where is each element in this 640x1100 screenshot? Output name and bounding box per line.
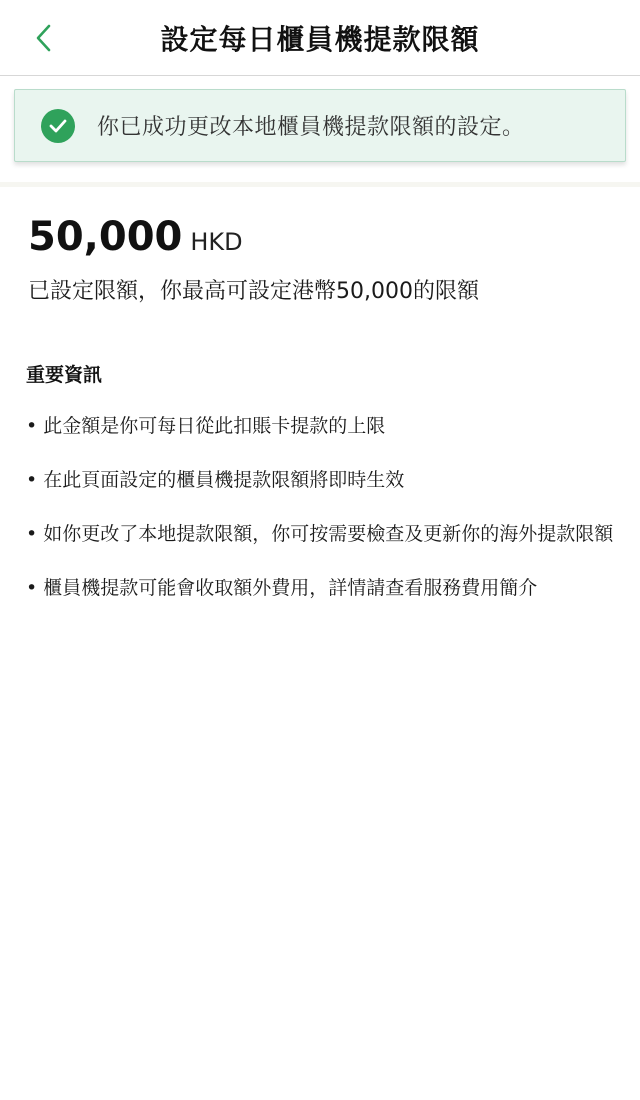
back-button[interactable]: [24, 18, 64, 58]
info-item: • 櫃員機提款可能會收取額外費用，詳情請查看服務費用簡介: [26, 577, 538, 599]
section-divider: [0, 182, 640, 187]
info-item: • 此金額是你可每日從此扣賬卡提款的上限: [26, 415, 386, 437]
info-title: 重要資訊: [26, 364, 103, 386]
info-item: • 在此頁面設定的櫃員機提款限額將即時生效: [26, 469, 405, 491]
success-banner: [14, 89, 626, 162]
info-item: • 如你更改了本地提款限額，你可按需要檢查及更新你的海外提款限額: [26, 523, 614, 545]
success-message: 你已成功更改本地櫃員機提款限額的設定。: [97, 115, 525, 140]
limit-amount: [28, 214, 243, 260]
info-list: [26, 412, 616, 628]
chevron-left-icon: [33, 23, 55, 53]
page-title: 設定每日櫃員機提款限額: [160, 22, 480, 56]
limit-currency: HKD: [190, 228, 243, 256]
header: [0, 0, 640, 76]
check-circle-icon: [41, 109, 75, 143]
limit-description: 已設定限額，你最高可設定港幣50,000的限額: [28, 279, 479, 304]
limit-amount-value: 50,000: [28, 214, 183, 260]
